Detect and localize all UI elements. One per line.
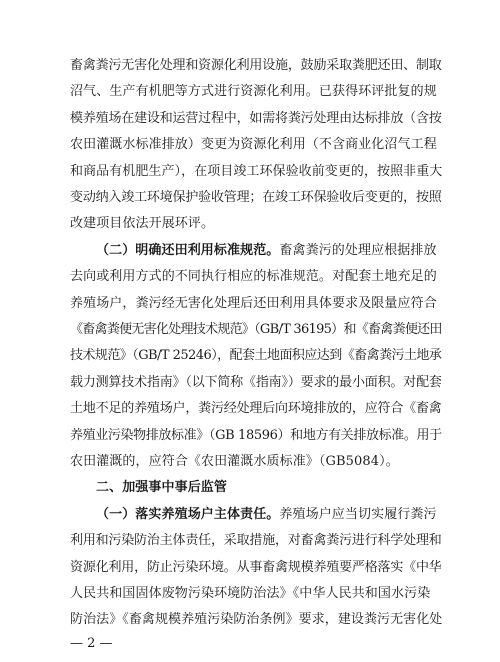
body-text: 模养殖场在建设和运营过程中，如需将粪污处理由达标排放（含按 — [70, 110, 442, 126]
text-line — [70, 476, 468, 500]
text-line — [70, 133, 442, 157]
body-text: 载力测算技术指南》（以下简称《指南》）要求的最小面积。对配套 — [70, 374, 442, 390]
body-text: 防治法》《畜禽规模养殖污染防治条例》要求，建设粪污无害化处 — [70, 612, 442, 628]
text-line — [70, 186, 442, 210]
text-line — [70, 344, 442, 368]
body-text: 改建项目依法开展环评。 — [70, 216, 215, 232]
body-text: 去向或利用方式的不同执行相应的标准规范。对配套土地充足的 — [70, 269, 437, 285]
bold-heading-text: （二）明确还田利用标准规范。 — [96, 242, 280, 258]
text-line — [70, 397, 442, 421]
body-text: 养殖业污染物排放标准》（GB 18596）和地方有关排放标准。用于 — [70, 427, 442, 443]
body-text: 资源化利用，防止污染环境。从事畜禽规模养殖要严格落实《中华 — [70, 559, 442, 575]
text-line — [70, 160, 442, 184]
body-text: 利用和污染防治主体责任，采取措施，对畜禽粪污进行科学处理和 — [70, 533, 442, 549]
text-line — [70, 529, 442, 553]
text-line — [70, 424, 442, 448]
text-line — [70, 608, 442, 632]
body-text: 畜禽粪污的处理应根据排放 — [279, 242, 437, 258]
body-text: 沼气、生产有机肥等方式进行资源化利用。已获得环评批复的规 — [70, 84, 437, 100]
text-line — [70, 212, 442, 236]
text-line — [70, 54, 442, 78]
page-number: — 2 — — [70, 636, 113, 651]
text-line — [70, 371, 442, 395]
body-text: 农田灌溉水标准排放）变更为资源化利用（不含商业化沼气工程 — [70, 137, 437, 153]
text-line — [70, 450, 442, 474]
text-line — [70, 318, 442, 342]
text-line — [70, 556, 442, 580]
body-text: 技术规范》（GB/T 25246），配套土地面积应达到《畜禽粪污土地承 — [70, 348, 442, 364]
body-text: 养殖场户应当切实履行粪污 — [279, 506, 437, 522]
text-line — [70, 107, 442, 131]
text-line — [70, 503, 468, 527]
text-line — [70, 292, 442, 316]
text-line — [70, 80, 442, 104]
text-line — [70, 265, 442, 289]
body-text: 人民共和国固体废物污染环境防治法》《中华人民共和国水污染 — [70, 586, 431, 601]
body-text: 畜禽粪污无害化处理和资源化利用设施，鼓励采取粪肥还田、制取 — [70, 58, 442, 73]
body-text: 和商品有机肥生产），在项目竣工环保验收前变更的，按照非重大 — [70, 163, 442, 179]
body-text: 农田灌溉的，应符合《农田灌溉水质标准》（GB5084）。 — [70, 454, 399, 469]
body-text: 变动纳入竣工环境保护验收管理；在竣工环保验收后变更的，按照 — [70, 190, 442, 205]
body-text: 土地不足的养殖场户，粪污经处理后向环境排放的，应符合《畜禽 — [70, 401, 442, 417]
body-text: 养殖场户，粪污经无害化处理后还田利用具体要求及限量应符合 — [70, 295, 437, 311]
bold-heading-text: 二、加强事中事后监管 — [96, 480, 228, 496]
text-line — [70, 582, 442, 606]
bold-heading-text: （一）落实养殖场户主体责任。 — [96, 506, 280, 522]
body-text: 《畜禽粪便无害化处理技术规范》（GB/T 36195）和《畜禽粪便还田 — [70, 322, 442, 337]
text-line — [70, 239, 468, 263]
